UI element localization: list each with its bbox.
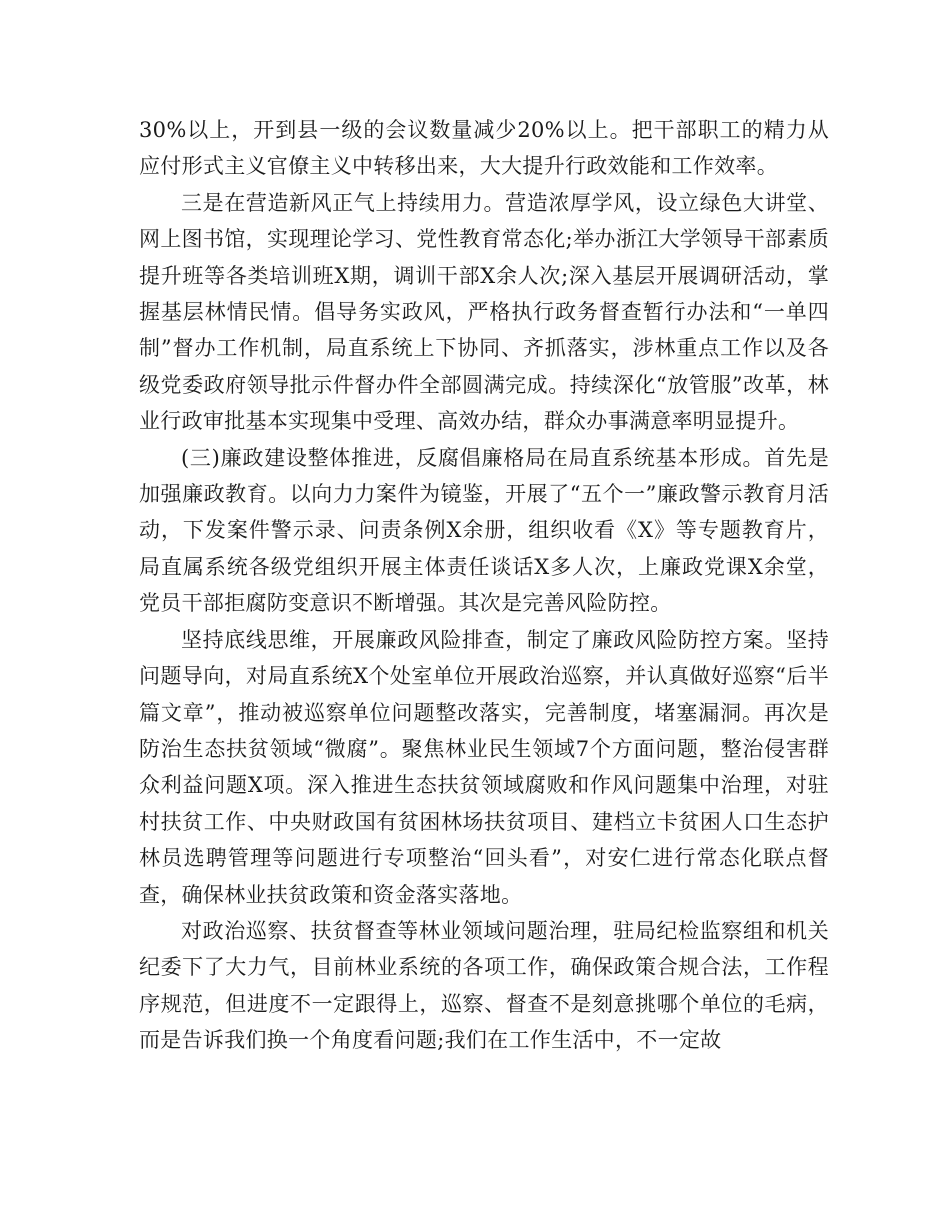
paragraph-3: (三)廉政建设整体推进，反腐倡廉格局在局直系统基本形成。首先是加强廉政教育。以向力力案件为镜鉴，开展了“五个一”廉政警示教育月活动，下发案件警示录、问责条例X余册，组织收看《X》等专题教育片，局直属系统各级党组织开展主体责任谈话X多人次，上廉政党课X余堂，党员干部拒腐防变意识不断增强。其次是完善风险防控。	[139, 445, 829, 616]
paragraph-4: 坚持底线思维，开展廉政风险排查，制定了廉政风险防控方案。坚持问题导向，对局直系统X个处室单位开展政治巡察，并认真做好巡察“后半篇文章”，推动被巡察单位问题整改落实，完善制度，堵塞漏洞。再次是防治生态扶贫领域“微腐”。聚焦林业民生领域7个方面问题，整治侵害群众利益问题X项。深入推进生态扶贫领域腐败和作风问题集中治理，对驻村扶贫工作、中央财政国有贫困林场扶贫项目、建档立卡贫困人口生态护林员选聘管理等问题进行专项整治“回头看”，对安仁进行常态化联点督查，确保林业扶贫政策和资金落实落地。	[139, 627, 829, 907]
paragraph-5: 对政治巡察、扶贫督查等林业领域问题治理，驻局纪检监察组和机关纪委下了大力气，目前林业系统的各项工作，确保政策合规合法，工作程序规范，但进度不一定跟得上，巡察、督查不是刻意挑哪个单位的毛病，而是告诉我们换一个角度看问题;我们在工作生活中，不一定故	[139, 918, 829, 1053]
paragraph-2: 三是在营造新风正气上持续用力。营造浓厚学风，设立绿色大讲堂、网上图书馆，实现理论学习、党性教育常态化;举办浙江大学领导干部素质提升班等各类培训班X期，调训干部X余人次;深入基层开展调研活动，掌握基层林情民情。倡导务实政风，严格执行政务督查暂行办法和“一单四制”督办工作机制，局直系统上下协同、齐抓落实，涉林重点工作以及各级党委政府领导批示件督办件全部圆满完成。持续深化“放管服”改革，林业行政审批基本实现集中受理、高效办结，群众办事满意率明显提升。	[139, 190, 829, 434]
paragraph-1: 30%以上，开到县一级的会议数量减少20%以上。把干部职工的精力从应付形式主义官僚主义中转移出来，大大提升行政效能和工作效率。	[139, 118, 829, 179]
document-body	[139, 112, 829, 1059]
